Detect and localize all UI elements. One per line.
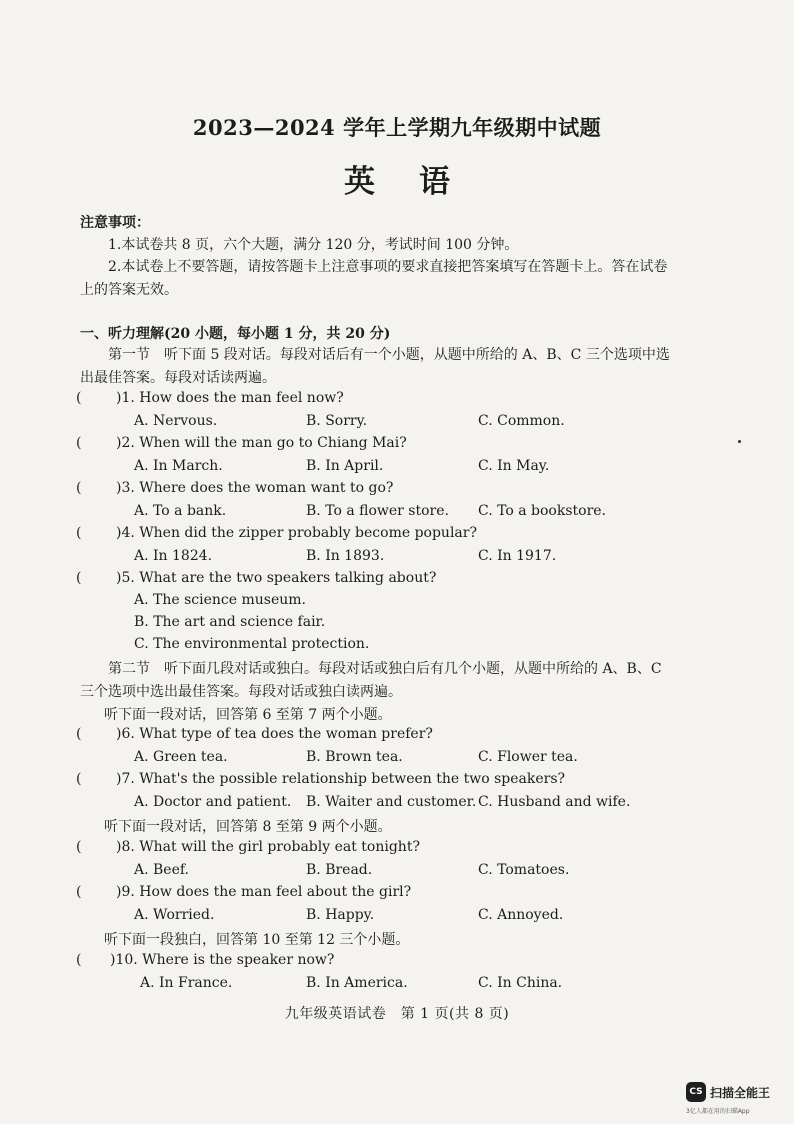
notice-item-1: 1.本试卷共 8 页，六个大题，满分 120 分，考试时间 100 分钟。 xyxy=(108,237,519,253)
option-a: A. In France. xyxy=(140,975,233,991)
answer-blank: ( xyxy=(76,390,82,406)
answer-blank: ( xyxy=(76,771,82,787)
question-2 xyxy=(76,435,407,451)
option-b: B. Bread. xyxy=(306,862,373,878)
question-3 xyxy=(76,480,393,496)
part1-instructions: 第一节 听下面 5 段对话。每段对话后有一个小题，从题中所给的 A、B、C 三个选项中选出最佳答案。每段对话读两遍。 xyxy=(80,347,670,386)
option-c: C. Husband and wife. xyxy=(478,794,631,810)
option-c: C. To a bookstore. xyxy=(478,503,607,519)
question-stem: )8. What will the girl probably eat tonight? xyxy=(116,839,420,855)
option-b: B. The art and science fair. xyxy=(134,614,326,630)
option-a: A. Beef. xyxy=(134,862,190,878)
option-c: C. Flower tea. xyxy=(478,749,578,765)
answer-blank: ( xyxy=(76,884,82,900)
option-a: A. The science museum. xyxy=(134,592,306,608)
option-c: C. In 1917. xyxy=(478,548,557,564)
option-c: C. Annoyed. xyxy=(478,907,564,923)
dialogue-instruction-1: 听下面一段对话，回答第 6 至第 7 两个小题。 xyxy=(104,707,392,723)
answer-blank: ( xyxy=(76,726,82,742)
question-9 xyxy=(76,884,411,900)
option-b: B. Happy. xyxy=(306,907,375,923)
option-b: B. To a flower store. xyxy=(306,503,449,519)
option-a: A. In 1824. xyxy=(134,548,213,564)
option-a: A. Doctor and patient. xyxy=(134,794,292,810)
scanner-app-name: 扫描全能王 xyxy=(710,1086,771,1100)
dialogue-instruction-2: 听下面一段对话，回答第 8 至第 9 两个小题。 xyxy=(104,819,392,835)
answer-blank: ( xyxy=(76,435,82,451)
question-4 xyxy=(76,525,477,541)
question-8 xyxy=(76,839,420,855)
question-1 xyxy=(76,390,344,406)
option-c: C. Common. xyxy=(478,413,565,429)
option-b: B. Sorry. xyxy=(306,413,368,429)
section-heading: 一、听力理解(20 小题，每小题 1 分，共 20 分) xyxy=(80,326,391,342)
option-c: C. In May. xyxy=(478,458,550,474)
question-stem: )10. Where is the speaker now? xyxy=(110,952,335,968)
question-6 xyxy=(76,726,433,742)
notice-heading: 注意事项： xyxy=(80,215,150,231)
question-stem: )1. How does the man feel now? xyxy=(116,390,344,406)
question-5 xyxy=(76,570,436,586)
answer-blank: ( xyxy=(76,570,82,586)
scan-speck xyxy=(738,440,741,443)
option-a: A. Worried. xyxy=(134,907,215,923)
option-b: B. In 1893. xyxy=(306,548,385,564)
question-stem: )4. When did the zipper probably become popular? xyxy=(116,525,477,541)
option-a: A. Green tea. xyxy=(134,749,228,765)
part2-instructions: 第二节 听下面几段对话或独白。每段对话或独白后有几个小题，从题中所给的 A、B、C 三个选项中选出最佳答案。每段对话或独白读两遍。 xyxy=(80,661,662,700)
question-10 xyxy=(76,952,334,968)
option-a: A. In March. xyxy=(134,458,223,474)
option-c: C. Tomatoes. xyxy=(478,862,570,878)
notice-item-2: 2.本试卷上不要答题，请按答题卡上注意事项的要求直接把答案填写在答题卡上。答在试卷上的答案无效。 xyxy=(80,259,668,298)
option-b: B. In April. xyxy=(306,458,384,474)
camscanner-logo-icon: CS xyxy=(686,1082,706,1102)
page-footer: 九年级英语试卷 第 1 页(共 8 页) xyxy=(284,1006,510,1022)
option-a: A. To a bank. xyxy=(134,503,227,519)
answer-blank: ( xyxy=(76,480,82,496)
exam-title: 2023—2024 学年上学期九年级期中试题 xyxy=(192,115,602,140)
question-stem: )7. What's the possible relationship between the two speakers? xyxy=(116,771,566,787)
option-c: C. The environmental protection. xyxy=(134,636,370,652)
option-a: A. Nervous. xyxy=(134,413,218,429)
question-stem: )6. What type of tea does the woman prefer? xyxy=(116,726,433,742)
scanner-tagline: 3亿人都在用的扫描App xyxy=(686,1108,750,1115)
question-stem: )3. Where does the woman want to go? xyxy=(116,480,394,496)
answer-blank: ( xyxy=(76,839,82,855)
option-b: B. Waiter and customer. xyxy=(306,794,477,810)
answer-blank: ( xyxy=(76,952,82,968)
question-stem: )9. How does the man feel about the girl? xyxy=(116,884,412,900)
question-stem: )5. What are the two speakers talking about? xyxy=(116,570,437,586)
option-b: B. Brown tea. xyxy=(306,749,403,765)
monologue-instruction: 听下面一段独白，回答第 10 至第 12 三个小题。 xyxy=(104,932,410,948)
option-c: C. In China. xyxy=(478,975,563,991)
question-7 xyxy=(76,771,565,787)
option-b: B. In America. xyxy=(306,975,408,991)
exam-subject: 英语 xyxy=(344,164,494,200)
question-stem: )2. When will the man go to Chiang Mai? xyxy=(116,435,407,451)
answer-blank: ( xyxy=(76,525,82,541)
scanner-watermark xyxy=(686,1082,786,1116)
